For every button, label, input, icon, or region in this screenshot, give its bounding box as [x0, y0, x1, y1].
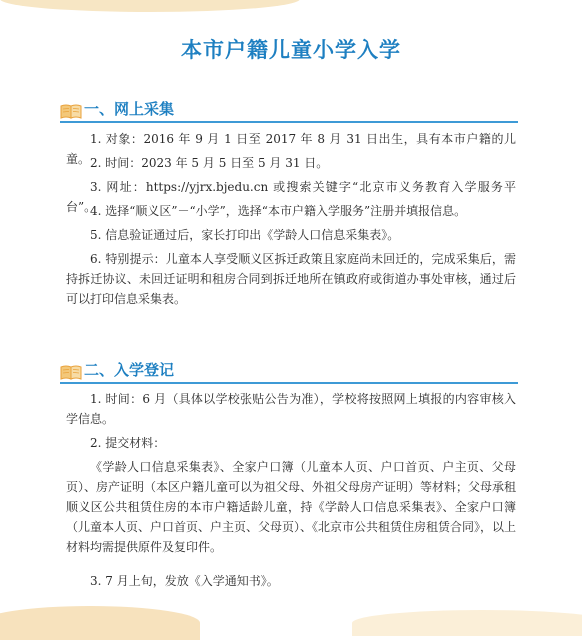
list-item: 3. 7 月上旬，发放《入学通知书》。	[90, 574, 279, 588]
list-item: 3. 网址：https://yjrx.bjedu.cn 或搜索关键字“北京市义务教育入学服务平台”。	[66, 180, 516, 214]
list-item: 4. 选择“顺义区”－“小学”，选择“本市户籍入学服务”注册并填报信息。	[90, 204, 467, 218]
list-item: 《学龄人口信息采集表》、全家户口簿（儿童本人页、户口首页、户主页、父母页）、房产证明（本区户籍儿童可以为祖父母、外祖父母房产证明）等材料；父母承租顺义区公共租赁住房的本市户籍适龄儿童，持《学龄人口信息采集表》、全家户口簿（儿童本人页、户口首页、户主页、父母页）、《北京市公共租赁住房租赁合同》，以上材料均需提供原件及复印件。	[66, 460, 517, 554]
list-item: 1. 对象：2016 年 9 月 1 日至 2017 年 8 月 31 日出生，具有本市户籍的儿童。	[66, 132, 516, 166]
book-icon	[60, 364, 82, 380]
list-item: 5. 信息验证通过后，家长打印出《学龄人口信息采集表》。	[90, 228, 400, 242]
section-header-online-collection	[60, 99, 518, 123]
list-item: 2. 时间：2023 年 5 月 5 日至 5 月 31 日。	[90, 156, 329, 170]
section-heading: 一、网上采集	[84, 100, 175, 118]
section-heading: 二、入学登记	[84, 361, 175, 379]
book-icon	[60, 103, 82, 119]
list-item: 1. 时间：6 月（具体以学校张贴公告为准），学校将按照网上填报的内容审核入学信息。	[66, 392, 516, 426]
section-divider	[60, 121, 518, 123]
decorative-shape-bottom-right	[352, 610, 582, 636]
page-title: 本市户籍儿童小学入学	[181, 38, 401, 62]
section-divider	[60, 382, 518, 384]
decorative-shape-top-band	[0, 0, 300, 12]
list-item: 6. 特别提示：儿童本人享受顺义区拆迁政策且家庭尚未回迁的，完成采集后，需持拆迁协议、未回迁证明和租房合同到拆迁地所在镇政府或街道办事处审核，通过后可以打印信息采集表。	[66, 252, 516, 306]
decorative-shape-bottom	[0, 606, 200, 640]
section-header-enrollment-registration	[60, 360, 518, 384]
list-item: 2. 提交材料：	[90, 436, 166, 450]
